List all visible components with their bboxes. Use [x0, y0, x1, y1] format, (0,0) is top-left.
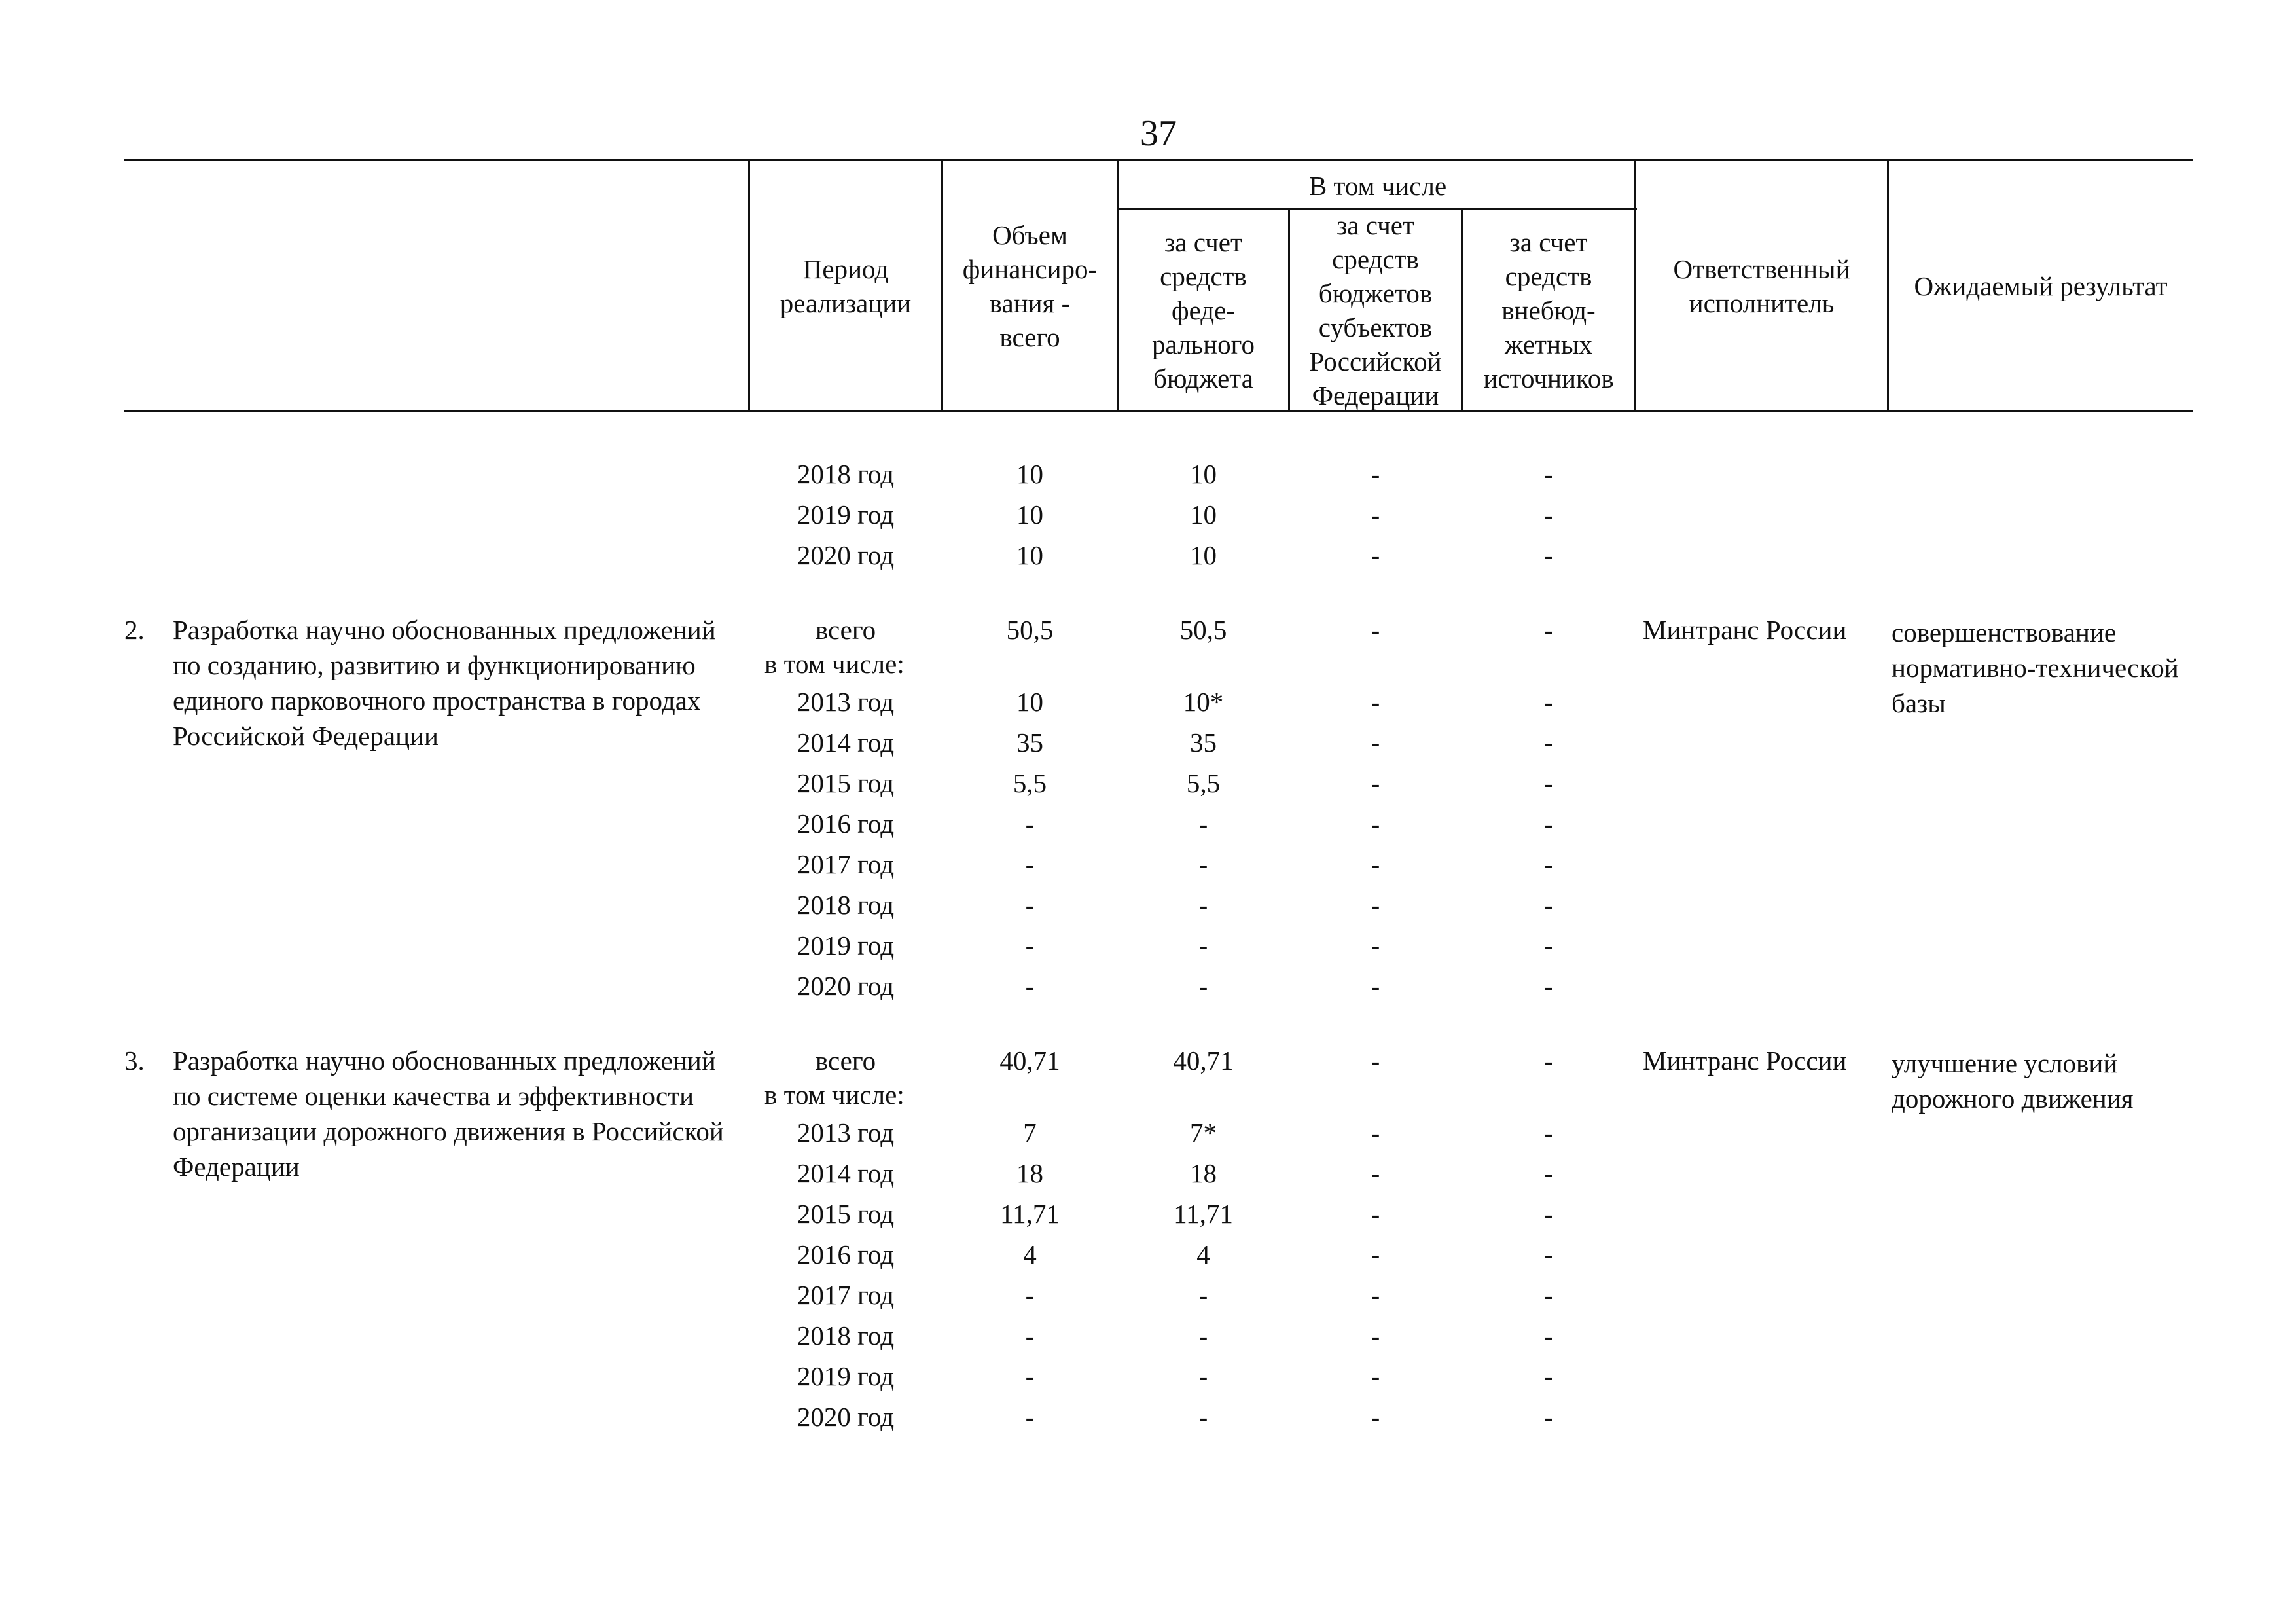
cell-period: 2015 год	[797, 1199, 895, 1229]
cell-federal: -	[1198, 971, 1208, 1001]
cell-regional: -	[1371, 1402, 1380, 1432]
cell-regional: -	[1371, 459, 1380, 489]
cell-extra: -	[1544, 1280, 1553, 1310]
cell-federal: 40,71	[1173, 1046, 1234, 1076]
cell-extra: -	[1544, 849, 1553, 879]
cell-federal: -	[1198, 1402, 1208, 1432]
cell-regional: -	[1371, 809, 1380, 839]
page-number: 37	[1140, 113, 1177, 154]
cell-regional: -	[1371, 1046, 1380, 1076]
cell-total: 10	[1016, 459, 1043, 489]
cell-federal: 10	[1190, 500, 1217, 530]
cell-period: 2020 год	[797, 1402, 895, 1432]
item-name: Разработка научно обоснованных предложений по системе оценки качества и эффективности организации дорожного движения в Российской Федерации	[173, 1046, 724, 1182]
cell-regional: -	[1371, 1158, 1380, 1188]
cell-total: -	[1025, 809, 1035, 839]
cell-period: 2013 год	[797, 1118, 895, 1148]
cell-total: 10	[1016, 540, 1043, 570]
cell-federal: 50,5	[1179, 615, 1227, 645]
cell-period: 2016 год	[797, 1239, 895, 1269]
cell-extra: -	[1544, 1118, 1553, 1148]
cell-total: -	[1025, 971, 1035, 1001]
cell-extra: -	[1544, 768, 1553, 798]
cell-regional: -	[1371, 1321, 1380, 1351]
cell-federal: -	[1198, 890, 1208, 920]
cell-period: 2019 год	[797, 500, 895, 530]
header-bottom-rule	[124, 410, 2193, 412]
cell-period: 2017 год	[797, 849, 895, 879]
header-federal: за счет средств феде- рального бюджета	[1152, 227, 1255, 393]
cell-total: -	[1025, 1280, 1035, 1310]
item-name: Разработка научно обоснованных предложений по созданию, развитию и функционированию единого парковочного пространства в городах Российской Федерации	[173, 615, 716, 751]
cell-total: 5,5	[1013, 768, 1047, 798]
cell-extra: -	[1544, 1361, 1553, 1391]
item-number: 3.	[124, 1046, 145, 1076]
cell-extra: -	[1544, 890, 1553, 920]
cell-total: 10	[1016, 500, 1043, 530]
header-executor: Ответственный исполнитель	[1673, 253, 1850, 318]
item-result: улучшение условий дорожного движения	[1892, 1048, 2134, 1114]
cell-federal: -	[1198, 809, 1208, 839]
cell-total: 40,71	[999, 1046, 1060, 1076]
cell-regional: -	[1371, 768, 1380, 798]
cell-federal: 18	[1190, 1158, 1217, 1188]
cell-total: -	[1025, 1361, 1035, 1391]
cell-regional: -	[1371, 727, 1380, 757]
cell-regional: -	[1371, 540, 1380, 570]
cell-regional: -	[1371, 849, 1380, 879]
cell-total: -	[1025, 890, 1035, 920]
header-total: Объем финансиро- вания - всего	[962, 219, 1098, 352]
item-executor: Минтранс России	[1643, 1046, 1847, 1076]
cell-federal: 35	[1190, 727, 1217, 757]
cell-period: 2014 год	[797, 727, 895, 757]
cell-total: -	[1025, 1321, 1035, 1351]
cell-regional: -	[1371, 615, 1380, 645]
cell-federal: 10	[1190, 459, 1217, 489]
cell-regional: -	[1371, 890, 1380, 920]
header-result: Ожидаемый результат	[1914, 270, 2168, 301]
cell-total: -	[1025, 930, 1035, 960]
cell-extra: -	[1544, 500, 1553, 530]
cell-total: 18	[1016, 1158, 1043, 1188]
cell-period: 2019 год	[797, 930, 895, 960]
cell-extra: -	[1544, 1046, 1553, 1076]
cell-total-label: всего	[815, 1046, 876, 1076]
cell-period: 2020 год	[797, 540, 895, 570]
cell-total: 10	[1016, 687, 1043, 717]
cell-period: 2016 год	[797, 809, 895, 839]
cell-period: 2018 год	[797, 459, 895, 489]
cell-total: 35	[1016, 727, 1043, 757]
item-executor: Минтранс России	[1643, 615, 1847, 645]
cell-period: 2019 год	[797, 1361, 895, 1391]
cell-regional: -	[1371, 1199, 1380, 1229]
cell-regional: -	[1371, 687, 1380, 717]
header-period: Период реализации	[780, 253, 912, 318]
cell-period: 2018 год	[797, 1321, 895, 1351]
item-number: 2.	[124, 615, 145, 645]
cell-extra: -	[1544, 540, 1553, 570]
cell-including-label: в том числе:	[764, 649, 905, 679]
cell-federal: -	[1198, 1321, 1208, 1351]
cell-extra: -	[1544, 930, 1553, 960]
cell-federal: 11,71	[1174, 1199, 1233, 1229]
cell-regional: -	[1371, 930, 1380, 960]
cell-period: 2018 год	[797, 890, 895, 920]
cell-extra: -	[1544, 1402, 1553, 1432]
cell-period: 2015 год	[797, 768, 895, 798]
cell-federal: 4	[1196, 1239, 1210, 1269]
cell-total: 4	[1023, 1239, 1037, 1269]
cell-total: -	[1025, 849, 1035, 879]
cell-federal: -	[1198, 1280, 1208, 1310]
cell-total: 11,71	[1000, 1199, 1060, 1229]
cell-regional: -	[1371, 971, 1380, 1001]
cell-total-label: всего	[815, 615, 876, 645]
cell-federal: -	[1198, 849, 1208, 879]
cell-extra: -	[1544, 1239, 1553, 1269]
cell-extra: -	[1544, 971, 1553, 1001]
header-including: В том числе	[1308, 171, 1447, 201]
cell-extra: -	[1544, 615, 1553, 645]
cell-including-label: в том числе:	[764, 1080, 905, 1110]
cell-period: 2020 год	[797, 971, 895, 1001]
header-extra: за счет средств внебюд- жетных источников	[1483, 227, 1614, 393]
cell-period: 2014 год	[797, 1158, 895, 1188]
cell-federal: 10	[1190, 540, 1217, 570]
item-result: совершенствование нормативно-технической базы	[1892, 617, 2179, 718]
cell-period: 2017 год	[797, 1280, 895, 1310]
cell-federal: 5,5	[1186, 768, 1221, 798]
cell-extra: -	[1544, 1158, 1553, 1188]
cell-regional: -	[1371, 1239, 1380, 1269]
cell-regional: -	[1371, 1280, 1380, 1310]
cell-regional: -	[1371, 1118, 1380, 1148]
cell-regional: -	[1371, 500, 1380, 530]
cell-total: -	[1025, 1402, 1035, 1432]
cell-extra: -	[1544, 727, 1553, 757]
cell-extra: -	[1544, 809, 1553, 839]
cell-period: 2013 год	[797, 687, 895, 717]
cell-extra: -	[1544, 1199, 1553, 1229]
cell-federal: -	[1198, 1361, 1208, 1391]
cell-extra: -	[1544, 459, 1553, 489]
cell-total: 50,5	[1006, 615, 1054, 645]
cell-regional: -	[1371, 1361, 1380, 1391]
cell-extra: -	[1544, 1321, 1553, 1351]
cell-federal: -	[1198, 930, 1208, 960]
cell-federal: 7*	[1190, 1118, 1217, 1148]
cell-federal: 10*	[1183, 687, 1224, 717]
cell-total: 7	[1023, 1118, 1037, 1148]
cell-extra: -	[1544, 687, 1553, 717]
header-regional: за счет средств бюджетов субъектов Российской Федерации	[1309, 210, 1442, 410]
